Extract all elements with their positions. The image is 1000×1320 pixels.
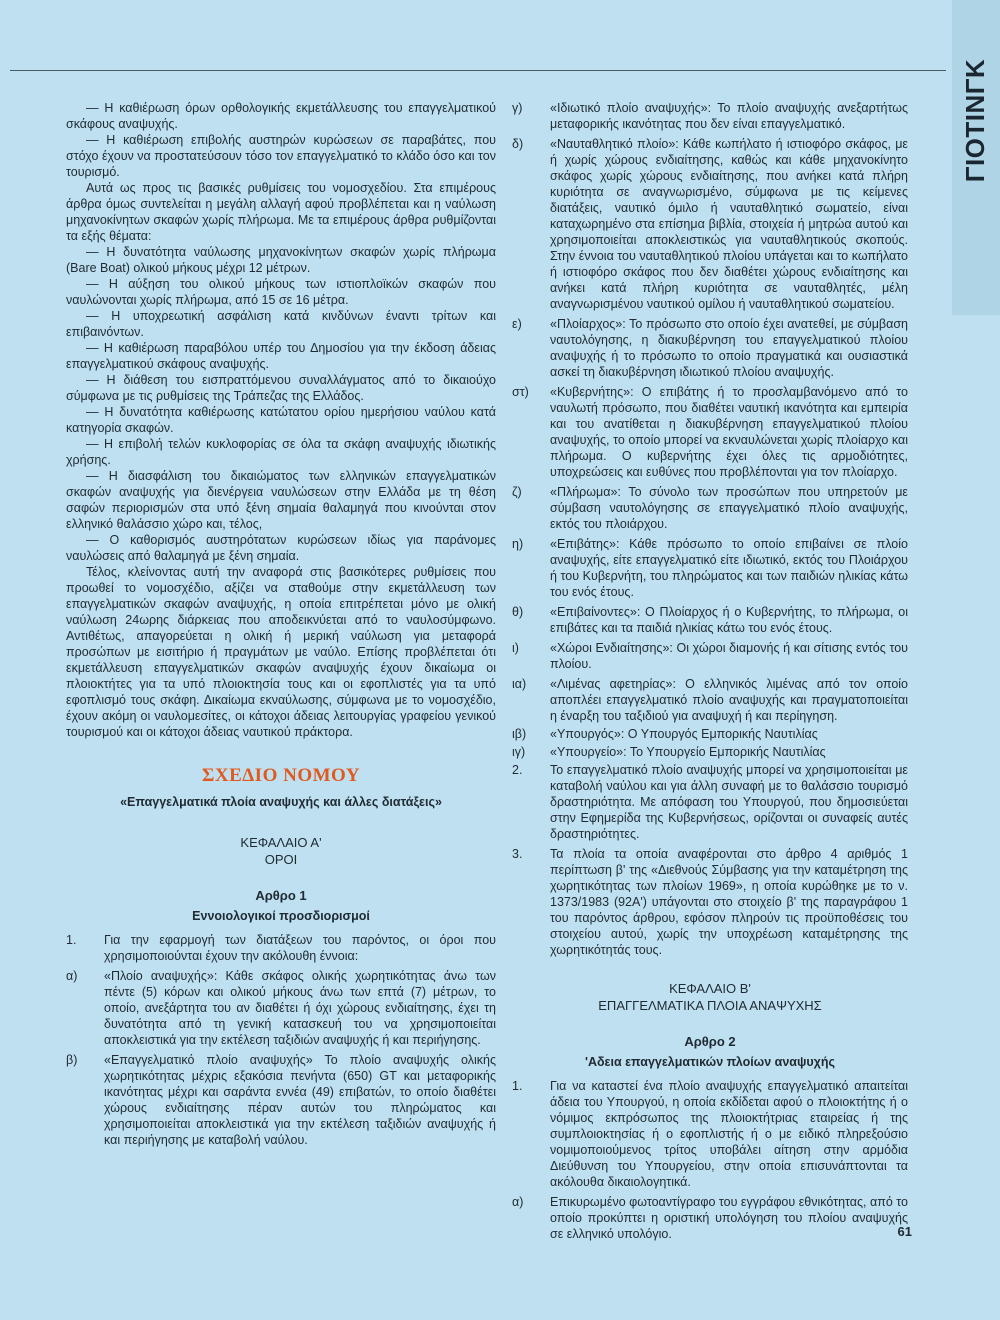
- item-text: «Επαγγελματικό πλοίο αναψυχής» Το πλοίο αναψυχής ολικής χωρητικότητας μέχρις εξακόσια πενήντα (650) GT και μεταφορικής ικανότητας μέχρι και σαράντα εννέα (49) επιβατών, το οποίο διαθέτει χώρους ενδιαίτησης πέραν αυτών του πληρώματος και χρησιμοποιείται αποκλειστικά για την εκτέλεση ταξιδιών αναψυχής ή και περιήγησης με καταβολή ναύλου.: [104, 1053, 496, 1147]
- item-marker: ια): [512, 677, 527, 691]
- definition-item: [512, 726, 908, 742]
- definition-item: [512, 316, 908, 380]
- item-text: Για την εφαρμογή των διατάξεων του παρόντος, οι όροι που χρησιμοποιούνται έχουν την ακόλουθη έννοια:: [104, 933, 496, 963]
- item-marker: ιβ): [512, 727, 527, 741]
- definition-item: [512, 384, 908, 480]
- right-column: [512, 100, 908, 1242]
- item-marker: β): [66, 1053, 78, 1067]
- intro-paragraph: — Η καθιέρωση παραβόλου υπέρ του Δημοσίου για την έκδοση άδειας επαγγελματικού σκάφους αναψυχής.: [66, 341, 496, 371]
- article-1-heading: Αρθρο 1: [255, 888, 307, 903]
- item-marker: α): [66, 969, 78, 983]
- intro-paragraph: Τέλος, κλείνοντας αυτή την αναφορά στις βασικότερες ρυθμίσεις που προωθεί το νομοσχέδιο, αξίζει να σταθούμε στην εκμετάλλευση των επαγγελματικών σκαφών αναψυχής, η οποία επιτρέπεται μόνο με ολική ναύλωση 24ωρης διάρκειας που αποδεικνύεται από το ναυλοσύμφωνο. Αντιθέτως, απαγορεύεται η ολική ή μερική ναύλωση για μεταφορά προσώπων με εισιτήριο ή πραγμάτων με ναύλο. Επίσης προβλέπεται ότι εκμετάλλευση επαγγελματικών σκαφών αναψυχής έχουν δικαίωμα οι πλοιοκτήτες για τα υπό πλοιοκτησία τους και οι εφοπλιστές για τα υπό εφοπλισμό τους σκάφη. Δικαίωμα εκναύλωσης, σύμφωνα με το νομοσχέδιο, έχουν ακόμη οι ναυλομεσίτες, οι κάτοχοι άδειας λειτουργίας γραφείου γενικού τουρισμού και οι κάτοχοι άδειας ναυτικού πράκτορα.: [66, 565, 496, 739]
- article-2-heading: Αρθρο 2: [684, 1034, 736, 1049]
- item-text: «Ιδιωτικό πλοίο αναψυχής»: Το πλοίο αναψυχής ανεξαρτήτως μεταφορικής ικανότητας που δεν είναι επαγγελματικό.: [550, 101, 908, 131]
- intro-paragraph: — Η δυνατότητα ναύλωσης μηχανοκίνητων σκαφών χωρίς πλήρωμα (Bare Boat) ολικού μήκους μέχρι 12 μέτρων.: [66, 245, 496, 275]
- chapter-b-heading: [512, 980, 908, 1014]
- chapter-a-label: ΚΕΦΑΛΑΙΟ Α': [240, 835, 322, 850]
- item-text: «Χώροι Ενδιαίτησης»: Οι χώροι διαμονής ή και σίτισης εντός του πλοίου.: [550, 641, 908, 671]
- item-text: «Υπουργός»: Ο Υπουργός Εμπορικής Ναυτιλίας: [550, 727, 818, 741]
- chapter-a-name: ΟΡΟΙ: [264, 852, 298, 867]
- definition-item: [512, 484, 908, 532]
- draft-law-title: ΣΧΕΔΙΟ ΝΟΜΟΥ: [201, 765, 361, 786]
- article-1-item: [66, 932, 496, 964]
- chapter-b-name: ΕΠΑΓΓΕΛΜΑΤΙΚΑ ΠΛΟΙΑ ΑΝΑΨΥΧΗΣ: [598, 998, 822, 1013]
- item-text: Για να καταστεί ένα πλοίο αναψυχής επαγγελματικό απαιτείται άδεια του Υπουργού, η οποία εκδίδεται αφού ο πλοιοκτήτης ή ο νόμιμος εκπρόσωπος της πλοιοκτήτριας εταιρείας ή της συμπλοιοκτησίας ή ο εφοπλιστής ή ο με ειδικό πληρεξούσιο νομιμοποιούμενος τρίτος υποβάλει αίτηση στην αρμόδια Διεύθυνση του Υπουργείου, στην οποία επισυνάπτονται τα ακόλουθα δικαιολογητικά.: [550, 1079, 908, 1189]
- item-marker: 3.: [512, 847, 523, 861]
- item-text: «Πλοίαρχος»: Το πρόσωπο στο οποίο έχει ανατεθεί, με σύμβαση ναυτολόγησης, η διακυβέρνηση του επαγγελματικού πλοίου αναψυχής ή το πρόσωπο το οποίο πραγματικά και ουσιαστικά ασκεί τη διακυβέρνηση ιδιωτικού πλοίου αναψυχής.: [550, 317, 908, 379]
- item-text: «Επιβάτης»: Κάθε πρόσωπο το οποίο επιβαίνει σε πλοίο αναψυχής, είτε επαγγελματικό είτε ιδιωτικό, εκτός του Πλοιάρχου ή του Κυβερνήτη, του πληρώματος και των παιδιών ηλικίας κάτω του ενός έτους.: [550, 537, 908, 599]
- article-1-item: [66, 968, 496, 1048]
- definition-item: [512, 640, 908, 672]
- intro-paragraph: — Η επιβολή τελών κυκλοφορίας σε όλα τα σκάφη αναψυχής ιδιωτικής χρήσης.: [66, 437, 496, 467]
- item-marker: ζ): [512, 485, 522, 499]
- article-1-subheading: Εννοιολογικοί προσδιορισμοί: [192, 909, 370, 923]
- section-side-tab: [952, 0, 1000, 315]
- definition-item: [512, 762, 908, 842]
- intro-paragraph: — Η αύξηση του ολικού μήκους των ιστιοπλοϊκών σκαφών που ναυλώνονται χωρίς πλήρωμα, από 15 σε 16 μέτρα.: [66, 277, 496, 307]
- definition-item: [512, 536, 908, 600]
- item-marker: η): [512, 537, 524, 551]
- item-marker: ε): [512, 317, 522, 331]
- item-marker: γ): [512, 101, 523, 115]
- item-text: «Ναυταθλητικό πλοίο»: Κάθε κωπήλατο ή ιστιοφόρο σκάφος, με ή χωρίς χώρους ενδιαίτησης, καθώς και κάθε μηχανοκίνητο σκάφος χωρίς χώρους ενδιαίτησης, που ανήκει κατά πλήρη κυριότητα σε αναγνωρισμένο, σύμφωνα με τις κείμενες διατάξεις, ναυτικό όμιλο ή ναυταθλητικό σωματείο, είναι καταχωρημένο στα επίσημα βιβλία, στοιχεία ή μητρώα αυτού και χρησιμοποιείται αποκλειστικώς για ναυταθλητικούς σκοπούς. Στην έννοια του ναυταθλητικού πλοίου υπάγεται και το κωπήλατο ή ιστιοφόρο σκάφος που δεν διαθέτει χώρους ενδιαίτησης και ανήκει κατά πλήρη κυριότητα σε ναυταθλητές, μέλη αναγνωρισμένου ναυτικού ομίλου ή ναυταθλητικού σωματείου.: [550, 137, 908, 311]
- intro-paragraph: — Η δυνατότητα καθιέρωσης κατώτατου ορίου ημερήσιου ναύλου κατά κατηγορία σκαφών.: [66, 405, 496, 435]
- intro-paragraph: — Η καθιέρωση όρων ορθολογικής εκμετάλλευσης του επαγγελματικού σκάφους αναψυχής.: [66, 101, 496, 131]
- intro-paragraph: — Η καθιέρωση επιβολής αυστηρών κυρώσεων σε παραβάτες, που στόχο έχουν να προστατεύσουν τόσο τον επαγγελματικό το κλάδο όσο και τον τουρισμό.: [66, 133, 496, 179]
- intro-paragraph: Αυτά ως προς τις βασικές ρυθμίσεις του νομοσχεδίου. Στα επιμέρους άρθρα όμως συντελείται η μεγάλη αλλαγή αφού προβλέπεται και η ναύλωση μηχανοκίνητων σκαφών χωρίς πλήρωμα. Με τα επιμέρους άρθρα ρυθμίζονται τα εξής θέματα:: [66, 181, 496, 243]
- item-text: Το επαγγελματικό πλοίο αναψυχής μπορεί να χρησιμοποιείται με καταβολή ναύλου και για άλλη συναφή με το θαλάσσιο τουρισμό δραστηριότητα. Με απόφαση του Υπουργού, που δημοσιεύεται στην Εφημερίδα της Κυβερνήσεως, ορίζονται οι συναφείς αυτές δραστηριότητες.: [550, 763, 908, 841]
- item-marker: θ): [512, 605, 524, 619]
- intro-paragraph: — Η διασφάλιση του δικαιώματος των ελληνικών επαγγελματικών σκαφών αναψυχής για διενέργεια ναυλώσεων στην Ελλάδα με τη θέση σαφών περιορισμών στα υπό ξένη σημαία θαλαμηγά που κινούνται στον ελληνικό θαλάσσιο χώρο και, τέλος,: [66, 469, 496, 531]
- definition-item: [512, 676, 908, 724]
- definition-item: [512, 604, 908, 636]
- item-text: «Υπουργείο»: Το Υπουργείο Εμπορικής Ναυτιλίας: [550, 745, 826, 759]
- bill-title: «Επαγγελματικά πλοία αναψυχής και άλλες διατάξεις»: [120, 795, 442, 809]
- item-text: «Πλοίο αναψυχής»: Κάθε σκάφος ολικής χωρητικότητας άνω των πέντε (5) κόρων και ολικού μήκους άνω των επτά (7) μέτρων, το οποίο, ανεξάρτητα του αν διαθέτει ή όχι χώρους ενδιαίτησης, έχει τη δυνατότητα από τη γενική κατασκευή του να χρησιμοποιείται αποκλειστικά για την εκτέλεση ταξιδιών αναψυχής ή και περιήγησης.: [104, 969, 496, 1047]
- item-text: «Πλήρωμα»: Το σύνολο των προσώπων που υπηρετούν με σύμβαση ναυτολόγησης σε επαγγελματικό πλοίο αναψυχής, εκτός του πλοιάρχου.: [550, 485, 908, 531]
- intro-paragraph: — Η υποχρεωτική ασφάλιση κατά κινδύνων έναντι τρίτων και επιβαινόντων.: [66, 309, 496, 339]
- item-marker: ι): [512, 641, 519, 655]
- definition-item: [512, 744, 908, 760]
- definition-item: [512, 846, 908, 958]
- item-text: Επικυρωμένο φωτοαντίγραφο του εγγράφου εθνικότητας, από το οποίο προκύπτει η οριστική υπολόγηση του πλοίου αναψυχής σε ελληνικό υπολόγιο.: [550, 1195, 908, 1241]
- article-2-subheading: 'Αδεια επαγγελματικών πλοίων αναψυχής: [584, 1055, 836, 1069]
- item-marker: 1.: [512, 1079, 523, 1093]
- item-text: «Κυβερνήτης»: Ο επιβάτης ή το προσλαμβανόμενο από το ναυλωτή πρόσωπο, που διαθέτει ναυτική ικανότητα και εμπειρία και του ανατίθεται η διακυβέρνηση επαγγελματικού πλοίου αναψυχής, το οποίο μπορεί να εκναυλώνεται χωρίς πλοίαρχο και πλήρωμα. Ο κυβερνήτης έχει όλες τις αρμοδιότητες, υποχρεώσεις και ευθύνες που προβλέπονται για τον πλοίαρχο.: [550, 385, 908, 479]
- page-number: 61: [897, 1224, 912, 1239]
- definition-item: [512, 136, 908, 312]
- item-marker: α): [512, 1195, 524, 1209]
- chapter-a-heading: [66, 834, 496, 868]
- left-column: [66, 100, 496, 1148]
- intro-paragraph: — Η διάθεση του εισπραττόμενου συναλλάγματος από το δικαιούχο σύμφωνα με τις ρυθμίσεις της Τράπεζας της Ελλάδος.: [66, 373, 496, 403]
- definition-item: [512, 100, 908, 132]
- header-rule: [10, 70, 946, 71]
- item-marker: ιγ): [512, 745, 526, 759]
- item-marker: 1.: [66, 933, 77, 947]
- article-2-item: [512, 1194, 908, 1242]
- article-1-item: [66, 1052, 496, 1148]
- item-text: «Λιμένας αφετηρίας»: Ο ελληνικός λιμένας από τον οποίο αποπλέει επαγγελματικό πλοίο αναψυχής και πραγματοποιείται η έναρξη του ταξιδιού για αναψυχή ή και περίηγηση.: [550, 677, 908, 723]
- item-marker: στ): [512, 385, 529, 399]
- item-marker: 2.: [512, 763, 523, 777]
- item-marker: δ): [512, 137, 524, 151]
- section-tab-label: ΓΙΟΤΙΝΓΚ: [960, 58, 991, 182]
- article-2-item: [512, 1078, 908, 1190]
- item-text: Τα πλοία τα οποία αναφέρονται στο άρθρο 4 αριθμός 1 περίπτωση β' της «Διεθνούς Σύμβασης για την καταμέτρηση της χωρητικότητας των πλοίων 1969», η οποία κυρώθηκε με το ν. 1373/1983 (92Α') υπάγονται στο στοιχείο β' της παραγράφου 1 του παρόντος άρθρου, εφόσον πληρούν τις προϋποθέσεις του στοιχείου αυτού, χωρίς την υποχρέωση καταμέτρησης της χωρητικότητάς τους.: [550, 847, 908, 957]
- item-text: «Επιβαίνοντες»: Ο Πλοίαρχος ή ο Κυβερνήτης, το πλήρωμα, οι επιβάτες και τα παιδιά ηλικίας κάτω του ενός έτους.: [550, 605, 908, 635]
- chapter-b-label: ΚΕΦΑΛΑΙΟ Β': [669, 981, 751, 996]
- intro-paragraph: — Ο καθορισμός αυστηρότατων κυρώσεων ιδίως για παράνομες ναυλώσεις από θαλαμηγά με ξένη σημαία.: [66, 533, 496, 563]
